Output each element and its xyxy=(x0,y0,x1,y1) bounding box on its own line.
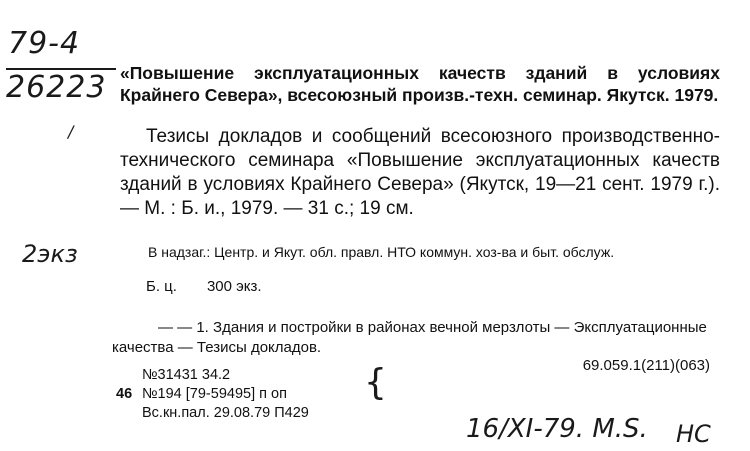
copies-note: 2экз xyxy=(22,240,78,268)
card-title: «Повышение эксплуатационных качеств зданий в условиях Крайнего Севера», всесоюзный произв.-техн. семинар. Якутск. 1979. xyxy=(120,63,720,105)
library-info xyxy=(116,366,309,423)
tick-mark: / xyxy=(68,122,74,141)
udc-code: 69.059.1(211)(063) xyxy=(582,357,710,374)
print-run: 300 экз. xyxy=(206,278,262,295)
call-number-top: 79-4 xyxy=(8,26,81,61)
card-abstract: Тезисы докладов и сообщений всесоюзного производственно-технического семинара «Повышение эксплуатационных качеств зданий в условиях Крайнего Севера» (Якутск, 19—21 сент. 1979 г.). — М. : Б. и., 1979. — 31 с.; 19 см. xyxy=(120,126,720,219)
card-note: В надзаг.: Центр. и Якут. обл. правл. НТО коммун. хоз-ва и быт. обслуж. xyxy=(148,244,615,260)
brace-mark: { xyxy=(364,362,387,403)
call-number-bottom: 26223 xyxy=(6,70,107,105)
card-number: №194 [79-59495] п оп xyxy=(142,386,287,402)
date-note: 16/XI-79. M.S. xyxy=(466,414,648,444)
price-line xyxy=(146,278,262,295)
card-prefix: 46 xyxy=(116,386,133,402)
chamber-line: Вс.кн.пал. 29.08.79 П429 xyxy=(142,405,309,421)
subject-headings: — — 1. Здания и постройки в районах вечной мерзлоты — Эксплуатационные качества — Тезисы докладов. xyxy=(112,319,707,356)
registry-number: №31431 34.2 xyxy=(142,367,231,383)
price: Б. ц. xyxy=(146,278,177,295)
initials-note: НС xyxy=(676,420,711,448)
